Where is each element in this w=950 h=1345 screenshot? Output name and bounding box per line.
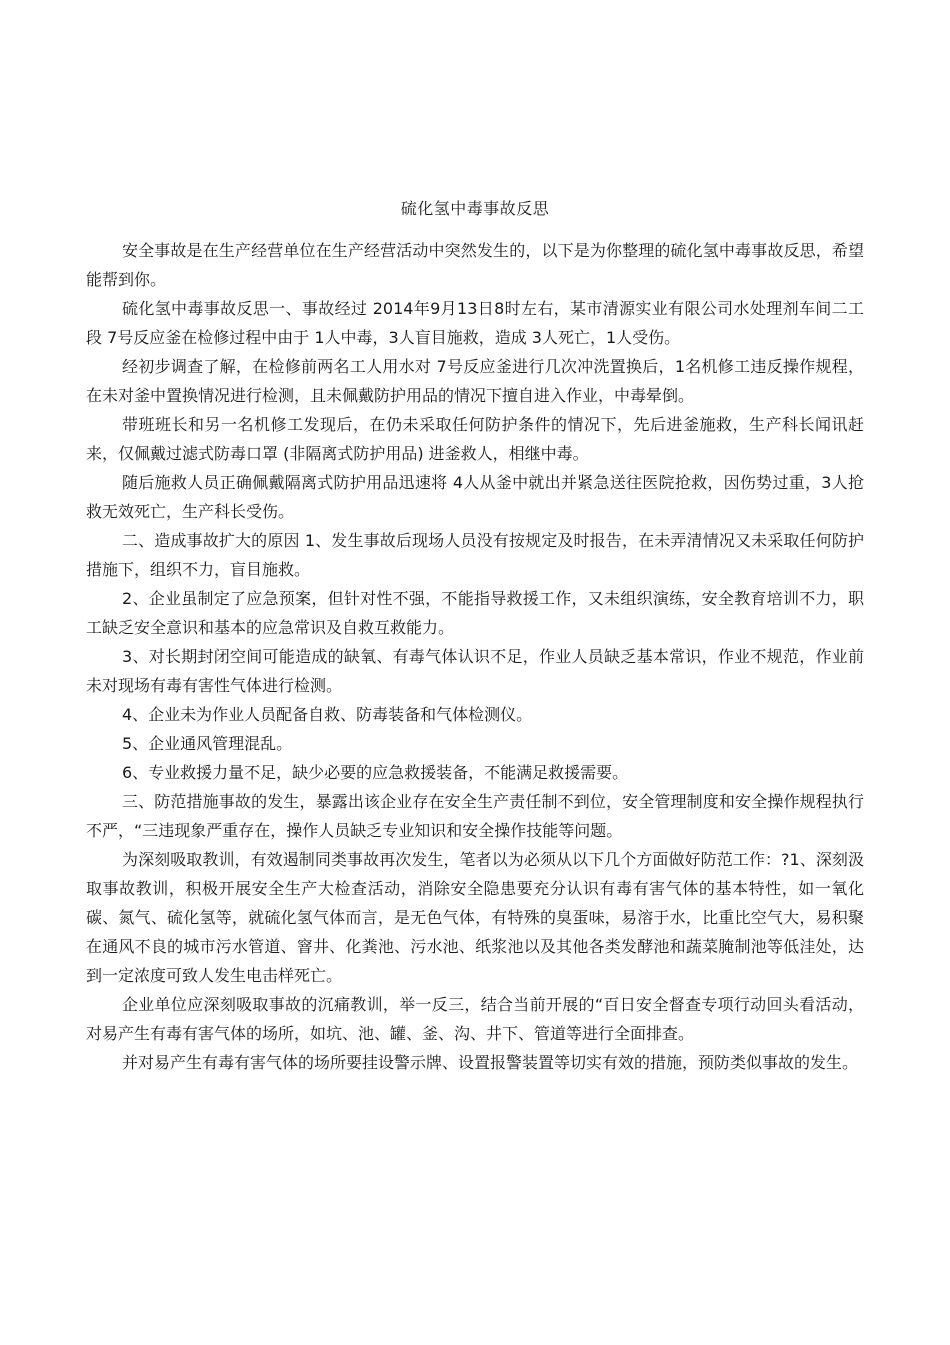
paragraph-accident-overview: 硫化氢中毒事故反思一、事故经过 2014年9月13日8时左右，某市清源实业有限公司水处理剂车间二工段 7号反应釜在检修过程中由于 1人中毒，3人盲目施救，造成 3人死亡，1人受伤。 — [86, 299, 864, 347]
paragraph-cause-4: 4、企业未为作业人员配备自救、防毒装备和气体检测仪。 — [122, 705, 533, 724]
paragraph-cause-2: 2、企业虽制定了应急预案，但针对性不强，不能指导救援工作，又未组织演练，安全教育培训不力，职工缺乏安全意识和基本的应急常识及自救互救能力。 — [86, 589, 864, 637]
paragraph-cause-3: 3、对长期封闭空间可能造成的缺氧、有毒气体认识不足，作业人员缺乏基本常识，作业不规范，作业前未对现场有毒有害性气体进行检测。 — [86, 647, 864, 695]
paragraph-prevention: 三、防范措施事故的发生，暴露出该企业存在安全生产责任制不到位，安全管理制度和安全操作规程执行不严，“三违现象严重存在，操作人员缺乏专业知识和安全操作技能等问题。 — [86, 792, 864, 840]
paragraph-rescue-attempt: 带班班长和另一名机修工发现后，在仍未采取任何防护条件的情况下，先后进釜施救，生产科长闻讯赶来，仅佩戴过滤式防毒口罩 (非隔离式防护用品) 进釜救人，相继中毒。 — [86, 415, 864, 463]
document-body — [86, 236, 864, 1077]
paragraph-rescue-outcome: 随后施救人员正确佩戴隔离式防护用品迅速将 4人从釜中就出并紧急送往医院抢救，因伤势过重，3人抢救无效死亡，生产科长受伤。 — [86, 473, 864, 521]
paragraph-inspection: 企业单位应深刻吸取事故的沉痛教训，举一反三，结合当前开展的“百日安全督查专项行动回头看活动，对易产生有毒有害气体的场所，如坑、池、罐、釜、沟、井下、管道等进行全面排查。 — [86, 995, 864, 1043]
paragraph-cause-5: 5、企业通风管理混乱。 — [122, 734, 293, 753]
document-title: 硫化氢中毒事故反思 — [400, 199, 550, 218]
paragraph-warning-measures: 并对易产生有毒有害气体的场所要挂设警示牌、设置报警装置等切实有效的措施，预防类似事故的发生。 — [122, 1053, 859, 1072]
paragraph-cause-6: 6、专业救援力量不足，缺少必要的应急救援装备，不能满足救援需要。 — [122, 763, 629, 782]
paragraph-investigation: 经初步调查了解，在检修前两名工人用水对 7号反应釜进行几次冲洗置换后，1名机修工违反操作规程，在未对釜中置换情况进行检测，且未佩戴防护用品的情况下擅自进入作业，中毒晕倒。 — [86, 357, 864, 405]
paragraph-intro: 安全事故是在生产经营单位在生产经营活动中突然发生的，以下是为你整理的硫化氢中毒事故反思，希望能帮到你。 — [86, 241, 864, 289]
paragraph-lessons: 为深刻吸取教训，有效遏制同类事故再次发生，笔者以为必须从以下几个方面做好防范工作：?1、深刻汲取事故教训，积极开展安全生产大检查活动，消除安全隐患要充分认识有毒有害气体的基本特性，如一氧化碳、氮气、硫化氢等，就硫化氢气体而言，是无色气体，有特殊的臭蛋味，易溶于水，比重比空气大，易积聚在通风不良的城市污水管道、窨井、化粪池、污水池、纸浆池以及其他各类发酵池和蔬菜腌制池等低洼处，达到一定浓度可致人发生电击样死亡。 — [86, 850, 864, 985]
paragraph-cause-1: 二、造成事故扩大的原因 1、发生事故后现场人员没有按规定及时报告，在未弄清情况又未采取任何防护措施下，组织不力，盲目施救。 — [86, 531, 864, 579]
